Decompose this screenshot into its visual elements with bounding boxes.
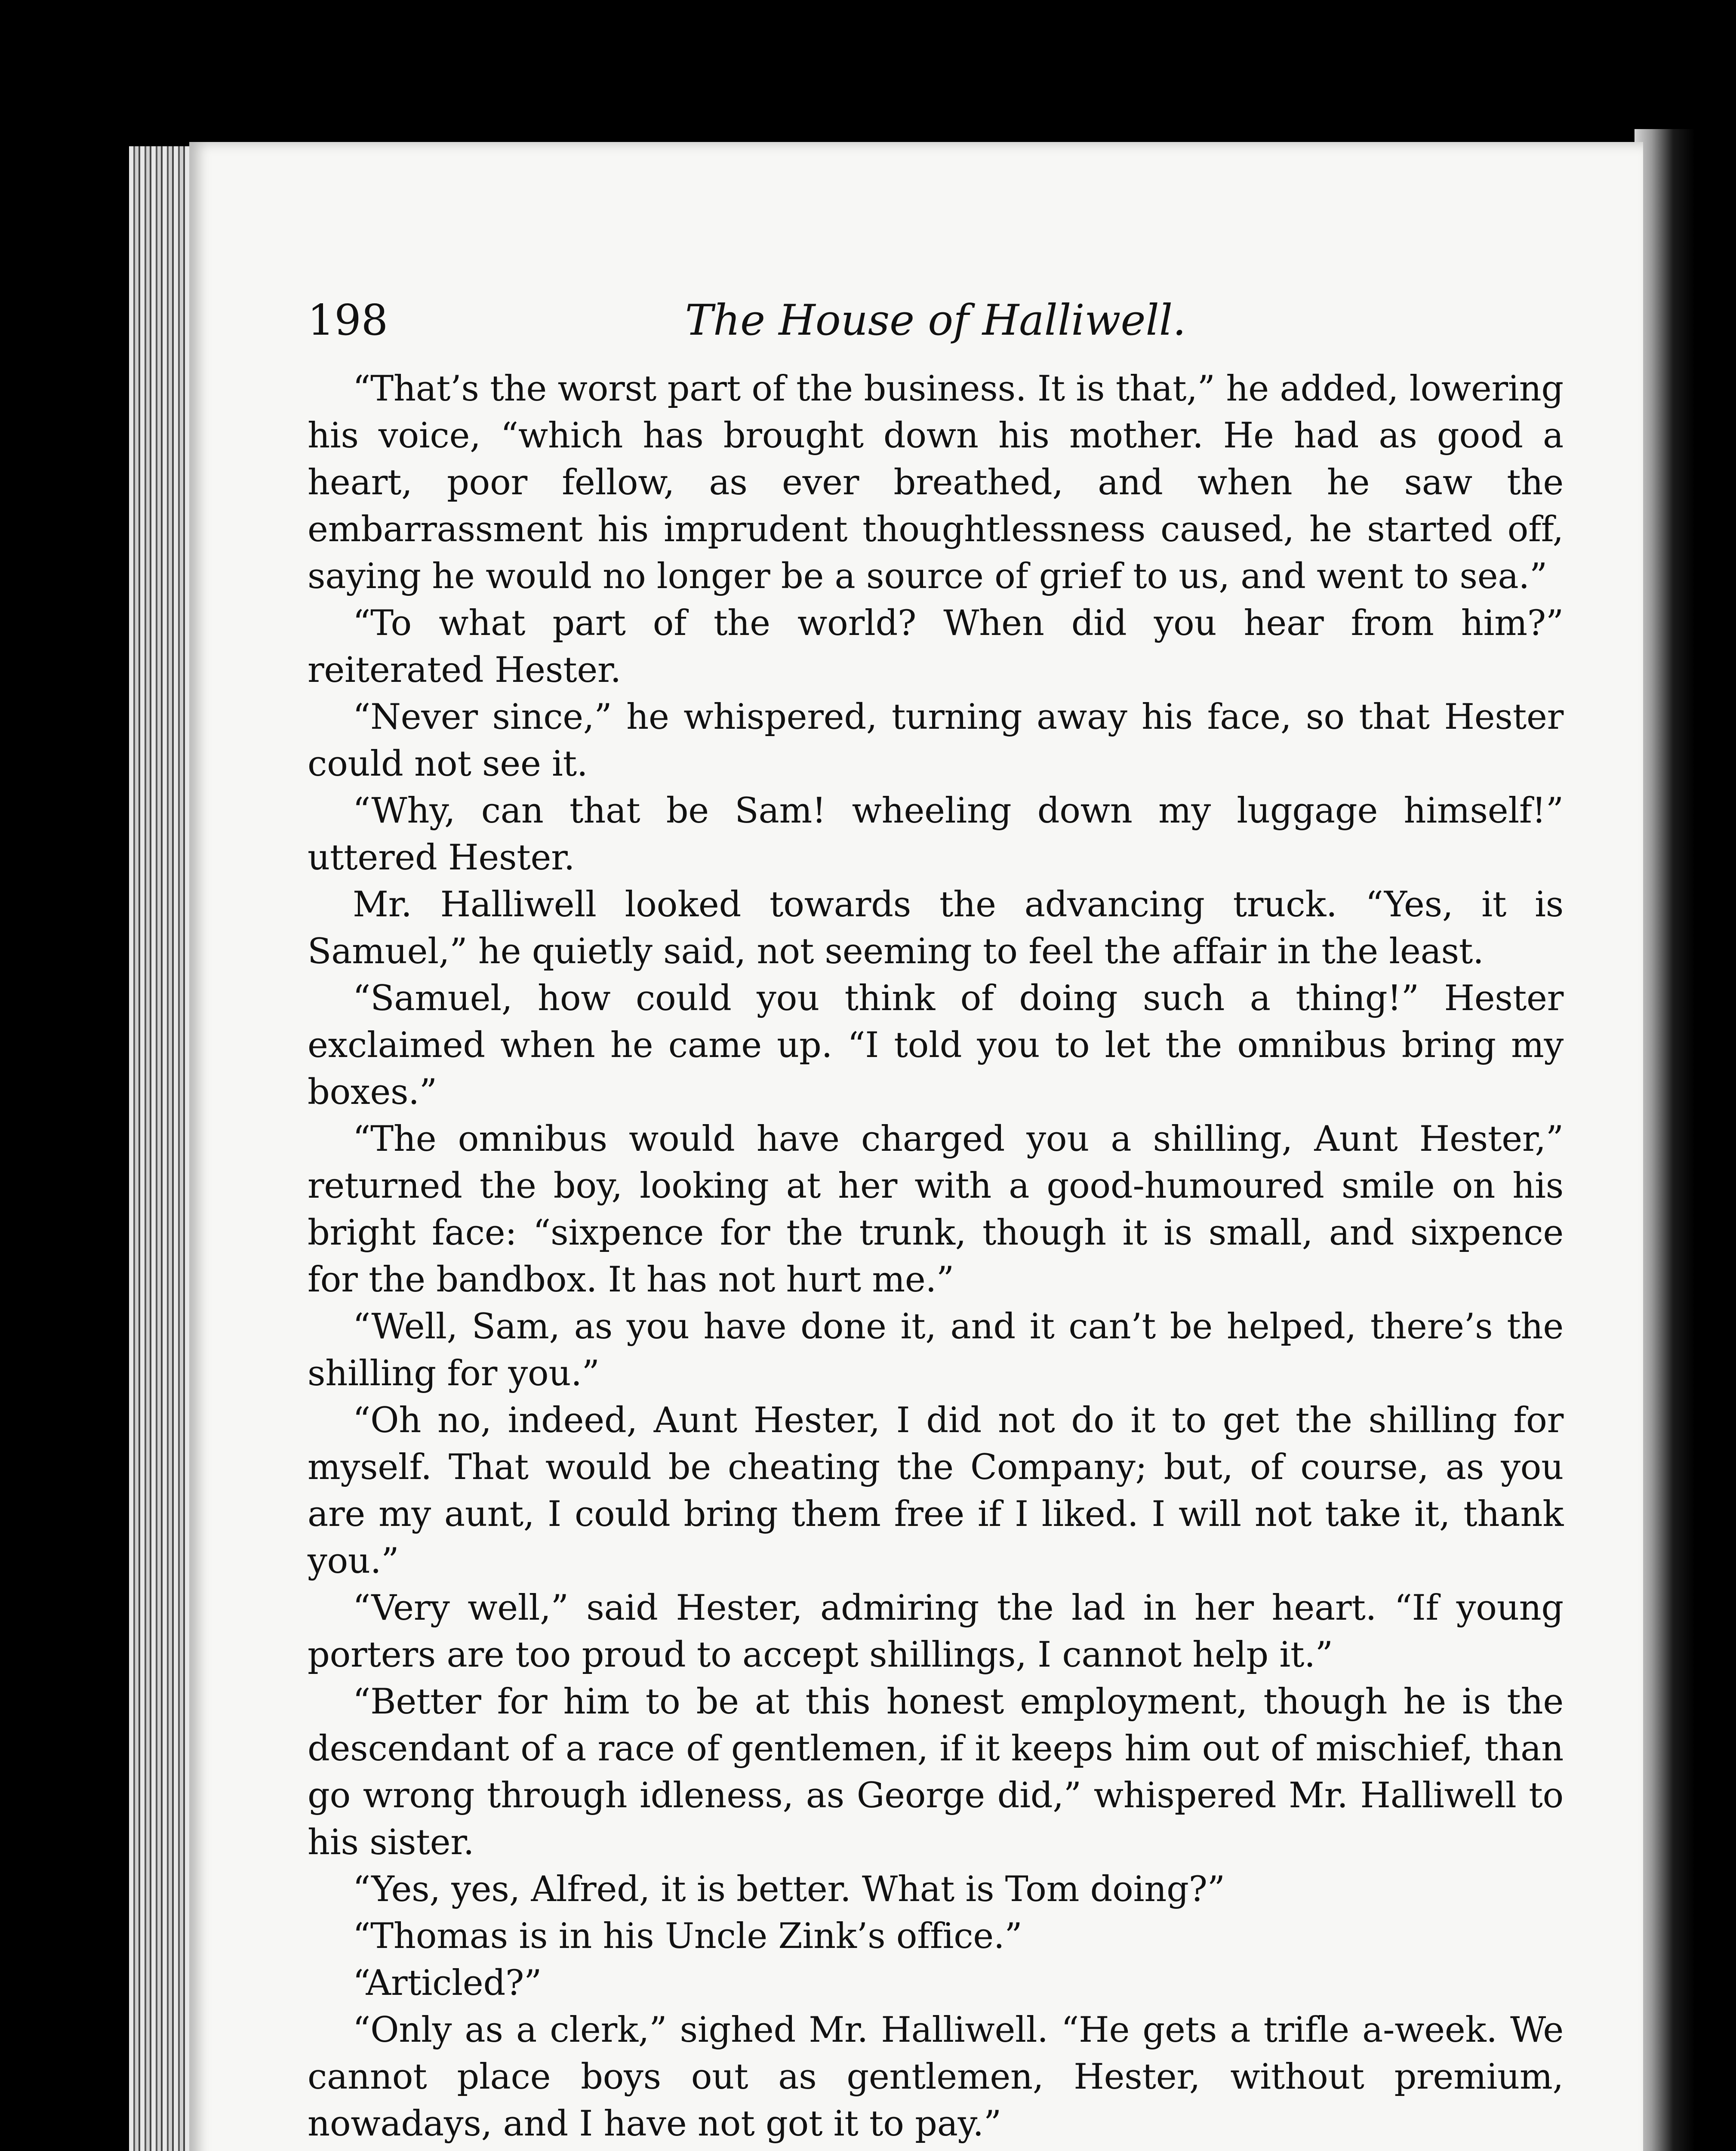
running-head [308,293,1564,361]
paragraph: “Thomas is in his Uncle Zink’s office.” [353,1916,1022,1957]
facing-page-shadow [1634,129,1736,2151]
paragraph: “Why, can that be Sam! wheeling down my luggage himself!” uttered Hester. [308,791,1564,878]
paragraph: “Oh no, indeed, Aunt Hester, I did not do it to get the shilling for myself. That would be cheating the Company; but, of course, as you are my aunt, I could bring them free if I liked. I will not take it, thank you.” [308,1400,1564,1581]
paragraph: “To what part of the world? When did you hear from him?” reiterated Hester. [308,603,1564,690]
paragraph: “The omnibus would have charged you a shilling, Aunt Hester,” returned the boy, looking at her with a good-humoured smile on his bright face: “sixpence for the trunk, though it is small, and sixpence for the bandbox. It has not hurt me.” [308,1119,1564,1300]
body-text [308,366,1564,2151]
paragraph: “Yes, yes, Alfred, it is better. What is Tom doing?” [353,1869,1225,1910]
page-text-block [308,293,1564,2151]
page-edges-binding [129,146,194,2151]
paragraph: “That’s the worst part of the business. It is that,” he added, lowering his voice, “which has brought down his mother. He had as good a heart, poor fellow, as ever breathed, and when he saw the embarrassment his imprudent thoughtlessness caused, he started off, saying he would no longer be a source of grief to us, and went to sea.” [308,369,1564,597]
paragraph: “Samuel, how could you think of doing such a thing!” Hester exclaimed when he came up. “I told you to let the omnibus bring my boxes.” [308,978,1564,1112]
paragraph: “Well, Sam, as you have done it, and it can’t be helped, there’s the shilling for you.” [308,1307,1564,1394]
running-title: The House of Halliwell. [685,296,1186,345]
paragraph: “Never since,” he whispered, turning away his face, so that Hester could not see it. [308,697,1564,784]
paragraph: “Only as a clerk,” sighed Mr. Halliwell. “He gets a trifle a-week. We cannot place boys out as gentlemen, Hester, without premium, nowadays, and I have not got it to pay.” [308,2010,1564,2144]
paragraph: “Very well,” said Hester, admiring the lad in her heart. “If young porters are too proud to accept shillings, I cannot help it.” [308,1588,1564,1675]
paragraph: “Articled?” [353,1963,542,2003]
paragraph [308,2148,1564,2151]
paragraph: “Better for him to be at this honest employment, though he is the descendant of a race of gentlemen, if it keeps him out of mischief, than go wrong through idleness, as George did,” whispered Mr. Halliwell to his sister. [308,1682,1564,1863]
page-number: 198 [308,296,388,345]
paragraph: Mr. Halliwell looked towards the advancing truck. “Yes, it is Samuel,” he quietly said, not seeming to feel the affair in the least. [308,884,1564,972]
